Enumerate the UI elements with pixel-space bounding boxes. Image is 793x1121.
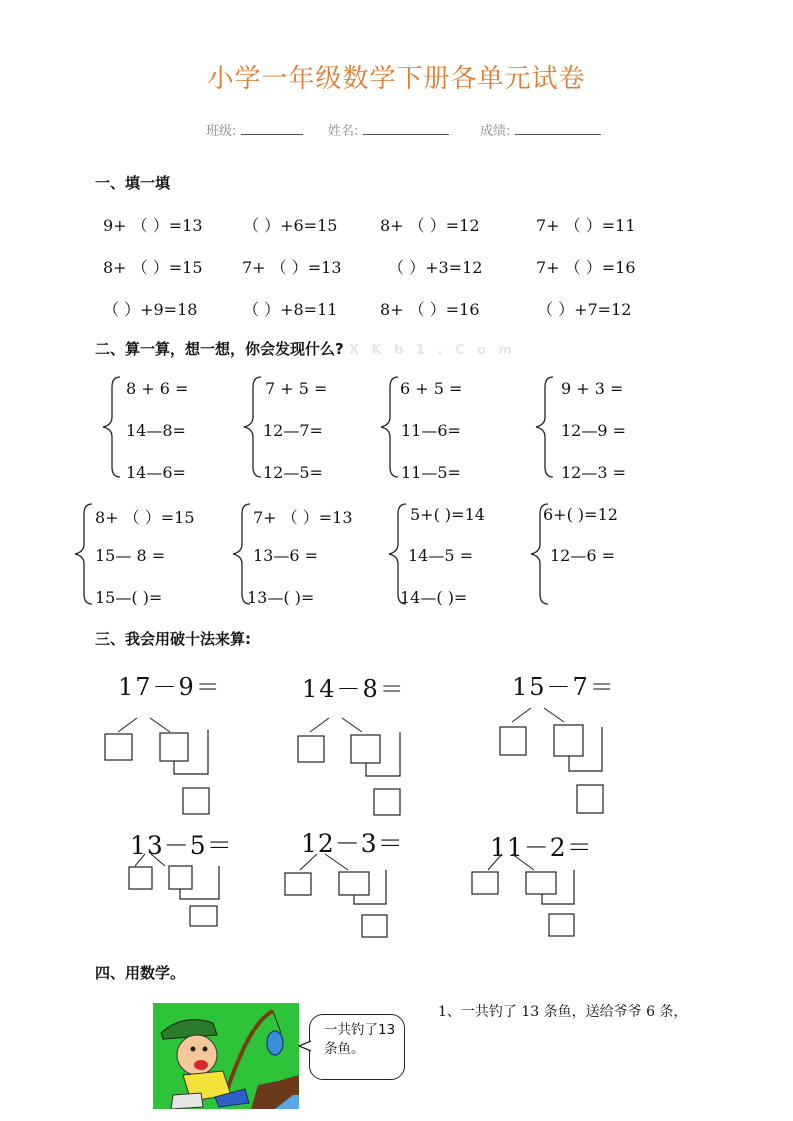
answer-box[interactable] (577, 785, 603, 813)
calc-expr[interactable]: 14—6= (126, 463, 186, 482)
class-blank[interactable] (241, 122, 303, 135)
decompose-tree (292, 712, 412, 822)
watermark: X K b 1 . C o m (348, 343, 517, 358)
section4-heading: 四、用数学。 (95, 964, 186, 982)
fill-question[interactable]: 7+ （ ）=13 (242, 258, 342, 277)
calc-expr[interactable]: 15— 8 = (95, 546, 166, 565)
answer-box[interactable] (362, 915, 387, 937)
fill-question[interactable]: 8+ （ ）=15 (103, 258, 203, 277)
decompose-tree (280, 852, 400, 942)
answer-box[interactable] (500, 727, 526, 755)
brace-icon (241, 375, 263, 479)
fill-question[interactable]: 9+ （ ）=13 (103, 216, 203, 235)
answer-box[interactable] (190, 906, 217, 926)
decompose-expr: 14－8＝ (302, 675, 406, 703)
decompose-tree (125, 852, 235, 932)
calc-expr[interactable]: 12—3 = (561, 463, 627, 482)
score-field (480, 120, 601, 139)
speech-bubble: 一共钓了13条鱼。 (309, 1014, 405, 1080)
fill-question[interactable]: （ ）+3=12 (388, 258, 483, 277)
calc-expr[interactable]: 13—( )= (247, 588, 315, 607)
answer-box[interactable] (374, 789, 400, 815)
calc-expr[interactable]: 11—6= (401, 421, 461, 440)
calc-expr[interactable]: 6+( )=12 (543, 505, 618, 524)
bubble-tail-icon (298, 1040, 312, 1052)
name-field (328, 120, 449, 139)
answer-box[interactable] (554, 725, 583, 756)
calc-expr[interactable]: 14—( )= (400, 588, 468, 607)
calc-expr[interactable]: 12—6 = (550, 546, 616, 565)
calc-expr[interactable]: 14—5 = (408, 546, 474, 565)
answer-box[interactable] (351, 735, 380, 763)
decompose-tree (468, 852, 588, 942)
decompose-expr: 11－2＝ (490, 833, 593, 862)
fishing-boy-illustration (153, 1003, 299, 1109)
fill-question[interactable]: （ ）+7=12 (537, 300, 632, 319)
brace-icon (100, 375, 122, 479)
answer-box[interactable] (298, 736, 324, 762)
decompose-expr: 15－7＝ (512, 673, 616, 701)
calc-expr[interactable]: 5+( )=14 (410, 505, 485, 524)
answer-box[interactable] (160, 733, 188, 761)
fill-question[interactable]: （ ）+9=18 (103, 300, 198, 319)
fill-question[interactable]: 8+ （ ）=16 (380, 300, 480, 319)
calc-expr[interactable]: 7+ （ ）=13 (253, 508, 353, 527)
section2-heading (95, 338, 516, 359)
section2-heading-text: 二、算一算，想一想，你会发现什么? (95, 340, 344, 358)
calc-expr[interactable]: 13—6 = (253, 546, 319, 565)
answer-box[interactable] (549, 914, 574, 936)
section1-heading: 一、填一填 (95, 174, 171, 192)
brace-icon (72, 502, 94, 606)
word-problem-1: 1、一共钓了 13 条鱼，送给爷爷 6 条， (438, 1004, 688, 1020)
score-label: 成绩: (480, 124, 511, 139)
calc-expr[interactable]: 8 + 6 = (126, 379, 189, 398)
calc-expr[interactable]: 7 + 5 = (265, 379, 328, 398)
calc-expr[interactable]: 8+ （ ）=15 (95, 508, 195, 527)
class-label: 班级: (206, 124, 237, 139)
fill-question[interactable]: （ ）+6=15 (243, 216, 338, 235)
answer-box[interactable] (129, 867, 152, 889)
decompose-expr: 17－9＝ (118, 673, 222, 701)
calc-expr[interactable]: 6 + 5 = (400, 379, 463, 398)
fill-question[interactable]: 8+ （ ）=12 (380, 216, 480, 235)
decompose-tree (100, 712, 220, 822)
answer-box[interactable] (169, 866, 192, 889)
calc-expr[interactable]: 12—7= (263, 421, 323, 440)
decompose-expr: 12－3＝ (301, 829, 404, 858)
calc-expr[interactable]: 9 + 3 = (561, 379, 624, 398)
page-title: 小学一年级数学下册各单元试卷 (207, 64, 586, 94)
fill-question[interactable]: 7+ （ ）=11 (536, 216, 636, 235)
decompose-tree (494, 702, 614, 817)
brace-icon (533, 375, 555, 479)
calc-expr[interactable]: 12—5= (263, 463, 323, 482)
name-label: 姓名: (328, 124, 359, 139)
calc-expr[interactable]: 11—5= (401, 463, 461, 482)
answer-box[interactable] (105, 734, 132, 760)
decompose-expr: 13－5＝ (130, 831, 233, 860)
answer-box[interactable] (339, 872, 369, 895)
name-blank[interactable] (363, 122, 449, 135)
class-field (206, 120, 303, 139)
fill-question[interactable]: 7+ （ ）=16 (536, 258, 636, 277)
answer-box[interactable] (472, 872, 498, 894)
section3-heading: 三、我会用破十法来算: (95, 630, 251, 648)
calc-expr[interactable]: 14—8= (126, 421, 186, 440)
calc-expr[interactable]: 15—( )= (95, 588, 163, 607)
fill-question[interactable]: （ ）+8=11 (243, 300, 338, 319)
brace-icon (378, 375, 400, 479)
answer-box[interactable] (183, 788, 209, 814)
answer-box[interactable] (526, 872, 556, 894)
score-blank[interactable] (515, 122, 601, 135)
answer-box[interactable] (285, 873, 311, 895)
calc-expr[interactable]: 12—9 = (561, 421, 627, 440)
